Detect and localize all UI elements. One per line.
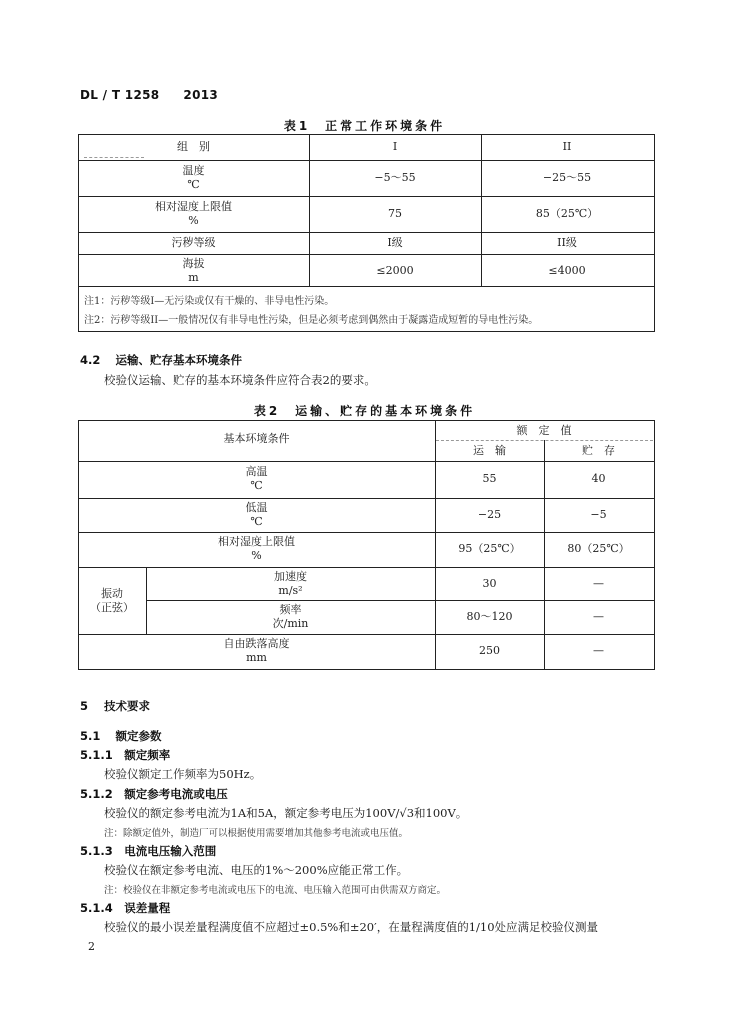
section-5-1-3-text: 校验仪在额定参考电流、电压的1%～200%应能正常工作。 <box>104 863 409 877</box>
section-4-2-text: 校验仪运输、贮存的基本环境条件应符合表2的要求。 <box>104 373 376 387</box>
table2-cell: — <box>593 644 604 657</box>
section-5-1-2-note: 注：除额定值外，制造厂可以根据使用需要增加其他参考电流或电压值。 <box>104 828 409 839</box>
table1-row-param: 污秽等级 <box>171 236 216 249</box>
table1-header-g2: II <box>562 140 572 153</box>
section-5-1-3-note: 注：校验仪在非额定参考电流或电压下的电流、电压输入范围可由供需双方商定。 <box>104 885 447 896</box>
section-number: 5.1.2 <box>80 787 113 801</box>
table2-row-param: 高温 <box>245 465 268 478</box>
table2-vibration-group: 振动 <box>101 587 123 600</box>
table2-row-param: 相对湿度上限值 <box>218 535 295 548</box>
table1-row-unit: m <box>188 271 199 284</box>
section-5-1-heading <box>80 728 162 744</box>
table1-cell: 75 <box>388 207 402 220</box>
table2-title: 表2 运输、贮存的基本环境条件 <box>253 404 476 418</box>
section-number: 5.1 <box>80 729 101 743</box>
table2-row-unit: ℃ <box>250 515 263 528</box>
table2-cell: — <box>593 577 604 590</box>
table2-row-param: 自由跌落高度 <box>223 637 290 650</box>
standard-header <box>80 88 218 102</box>
table1-row-unit: % <box>188 214 199 227</box>
standard-year: 2013 <box>183 88 219 102</box>
standard-code: DL / T 1258 <box>80 88 160 102</box>
section-5-1-4-text: 校验仪的最小误差量程满度值不应超过±0.5%和±20′，在量程满度值的1/10处应满足校验仪测量 <box>104 920 599 934</box>
table2-header-transport: 运 输 <box>473 444 506 457</box>
section-title: 运输、贮存基本环境条件 <box>115 353 242 367</box>
section-5-1-2-text: 校验仪的额定参考电流为1A和5A，额定参考电压为100V/√3和100V。 <box>104 806 468 820</box>
table2-row-unit: mm <box>246 651 267 664</box>
table2-header-param: 基本环境条件 <box>223 432 290 445</box>
table2-row-unit: m/s² <box>278 584 303 597</box>
table2-header-storage: 贮 存 <box>582 444 615 457</box>
table2-vibration-type: （正弦） <box>90 601 134 614</box>
table2-row-unit: 次/min <box>272 617 309 630</box>
table1-cell: 85（25℃） <box>535 207 599 220</box>
section-number: 5 <box>80 699 89 713</box>
section-number: 5.1.1 <box>80 748 113 762</box>
table1-cell: −25～55 <box>542 171 592 184</box>
page-number: 2 <box>88 940 95 953</box>
section-number: 5.1.3 <box>80 844 113 858</box>
table2-cell: 95（25℃） <box>458 542 521 555</box>
section-5-heading <box>80 698 150 714</box>
table1-row-param: 相对湿度上限值 <box>155 200 232 213</box>
table1-cell: −5～55 <box>374 171 416 184</box>
section-5-1-1-text: 校验仪额定工作频率为50Hz。 <box>104 767 262 781</box>
section-title: 额定频率 <box>124 748 171 762</box>
section-title: 额定参数 <box>115 729 162 743</box>
section-title: 电流电压输入范围 <box>124 844 217 858</box>
section-title: 误差量程 <box>124 901 171 915</box>
table1-note-1: 注1：污秽等级I—无污染或仅有干燥的、非导电性污染。 <box>84 296 335 307</box>
table1-note-2: 注2：污秽等级II—一般情况仅有非导电性污染，但是必须考虑到偶然由于凝露造成短暂的导电性污染。 <box>84 315 539 326</box>
table1-row-param: 海拔 <box>182 257 205 270</box>
section-title: 技术要求 <box>104 699 150 713</box>
table2-cell: — <box>593 610 604 623</box>
table1-row-param: 温度 <box>182 164 205 177</box>
table2-cell: −5 <box>590 508 607 521</box>
table1-cell: ≤4000 <box>548 264 586 277</box>
table2-row-param: 频率 <box>279 603 302 616</box>
section-5-1-1-heading <box>80 747 170 763</box>
table1-row-unit: ℃ <box>187 178 200 191</box>
section-5-1-2-heading <box>80 786 228 802</box>
table2-cell: 30 <box>482 577 497 590</box>
table1-header-g1: I <box>392 140 398 153</box>
section-5-1-3-heading <box>80 843 216 859</box>
table2-row-unit: % <box>251 549 262 562</box>
table1-title: 表1 正常工作环境条件 <box>283 119 446 133</box>
table2-row-unit: ℃ <box>250 479 263 492</box>
table2-cell: 80（25℃） <box>567 542 630 555</box>
table2-cell: 250 <box>479 644 500 657</box>
table2-cell: −25 <box>477 508 502 521</box>
section-number: 5.1.4 <box>80 901 113 915</box>
section-title: 额定参考电流或电压 <box>124 787 228 801</box>
table2-cell: 80～120 <box>466 610 513 623</box>
table2-row-param: 加速度 <box>274 570 307 583</box>
table1-cell: I级 <box>387 236 403 249</box>
table2-row-param: 低温 <box>245 501 268 514</box>
table2-cell: 55 <box>482 472 497 485</box>
table2-cell: 40 <box>591 472 606 485</box>
table1-cell: ≤2000 <box>376 264 414 277</box>
section-4-2-heading <box>80 352 242 368</box>
section-5-1-4-heading <box>80 900 170 916</box>
table2-header-rated: 额 定 值 <box>516 424 572 437</box>
table1-header-group: 组 别 <box>177 140 210 153</box>
table1-cell: II级 <box>557 236 577 249</box>
section-number: 4.2 <box>80 353 101 367</box>
